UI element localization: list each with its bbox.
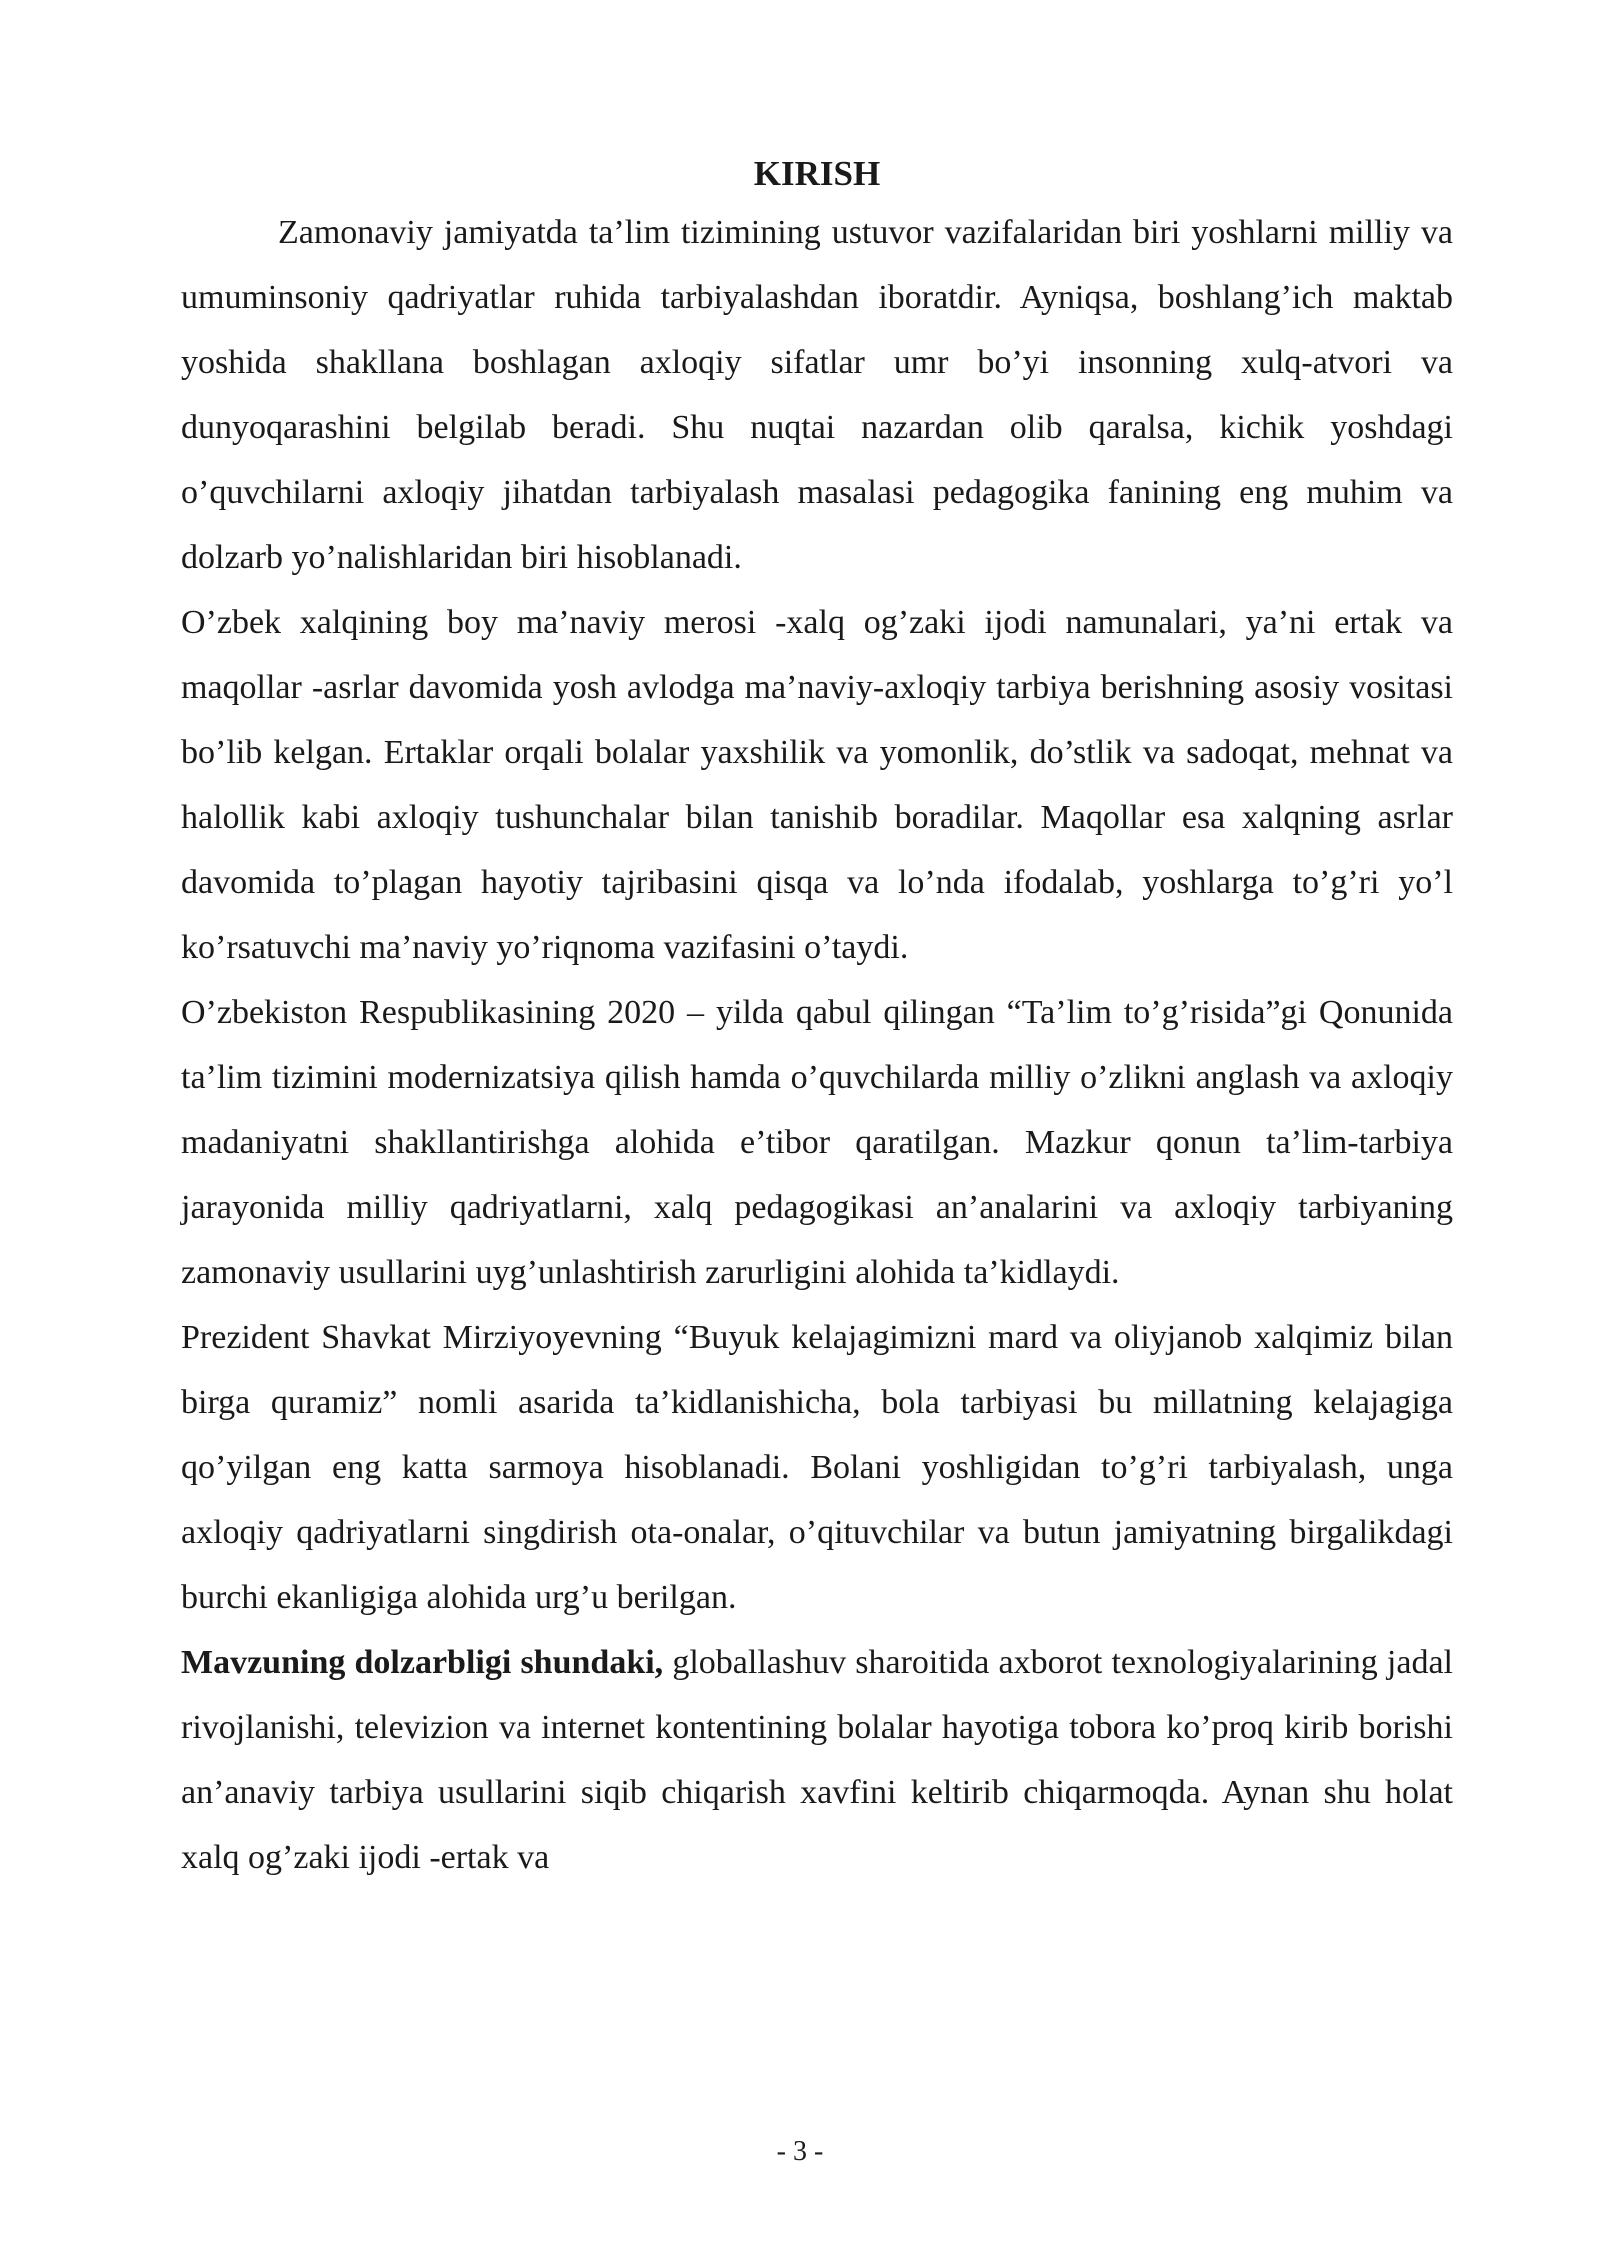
paragraph-heritage xyxy=(181,590,1453,980)
paragraph-text: Zamonaviy jamiyatda ta’lim tizimining ustuvor vazifalaridan biri yoshlarni milliy va umuminsoniy qadriyatlar ruhida tarbiyalashdan iboratdir. Ayniqsa, boshlang’ich maktab yoshida shakllana boshlagan axloqiy sifatlar umr bo’yi insonning xulq-atvori va dunyoqarashini belgilab beradi. Shu nuqtai nazardan olib qaralsa, kichik yoshdagi o’quvchilarni axloqiy jihatdan tarbiyalash masalasi pedagogika fanining eng muhim va dolzarb yo’nalishlaridan biri hisoblanadi. xyxy=(181,214,1453,576)
page-content xyxy=(181,148,1453,1890)
section-title: KIRISH xyxy=(753,154,881,193)
paragraph-law xyxy=(181,980,1453,1305)
paragraph-intro xyxy=(181,200,1453,590)
paragraph-text: Prezident Shavkat Mirziyoyevning “Buyuk kelajagimizni mard va oliyjanob xalqimiz bilan birga quramiz” nomli asarida ta’kidlanishicha, bola tarbiyasi bu millatning kelajagiga qo’yilgan eng katta sarmoya hisoblanadi. Bolani yoshligidan to’g’ri tarbiyalash, unga axloqiy qadriyatlarni singdirish ota-onalar, o’qituvchilar va butun jamiyatning birgalikdagi burchi ekanligiga alohida urg’u berilgan. xyxy=(181,1319,1453,1616)
paragraph-president xyxy=(181,1305,1453,1630)
paragraph-relevance xyxy=(181,1630,1453,1890)
paragraph-text: O’zbekiston Respublikasining 2020 – yilda qabul qilingan “Ta’lim to’g’risida”gi Qonunida ta’lim tizimini modernizatsiya qilish hamda o’quvchilarda milliy o’zlikni anglash va axloqiy madaniyatni shakllantirishga alohida e’tibor qaratilgan. Mazkur qonun ta’lim-tarbiya jarayonida milliy qadriyatlarni, xalq pedagogikasi an’analarini va axloqiy tarbiyaning zamonaviy usullarini uyg’unlashtirish zarurligini alohida ta’kidlaydi. xyxy=(181,994,1453,1291)
page-number: - 3 - xyxy=(776,2136,824,2167)
paragraph-lead: Mavzuning dolzarbligi shundaki, xyxy=(181,1644,664,1681)
paragraph-text: globallashuv sharoitida axborot texnologiyalarining jadal rivojlanishi, televizion va internet kontentining bolalar hayotiga tobora ko’proq kirib borishi an’anaviy tarbiya usullarini siqib chiqarish xavfini keltirib chiqarmoqda. Aynan shu holat xalq og’zaki ijodi -ertak va xyxy=(181,1644,1453,1876)
paragraph-text: O’zbek xalqining boy ma’naviy merosi -xalq og’zaki ijodi namunalari, ya’ni ertak va maqollar -asrlar davomida yosh avlodga ma’naviy-axloqiy tarbiya berishning asosiy vositasi bo’lib kelgan. Ertaklar orqali bolalar yaxshilik va yomonlik, do’stlik va sadoqat, mehnat va halollik kabi axloqiy tushunchalar bilan tanishib boradilar. Maqollar esa xalqning asrlar davomida to’plagan hayotiy tajribasini qisqa va lo’nda ifodalab, yoshlarga to’g’ri yo’l ko’rsatuvchi ma’naviy yo’riqnoma vazifasini o’taydi. xyxy=(181,604,1453,966)
